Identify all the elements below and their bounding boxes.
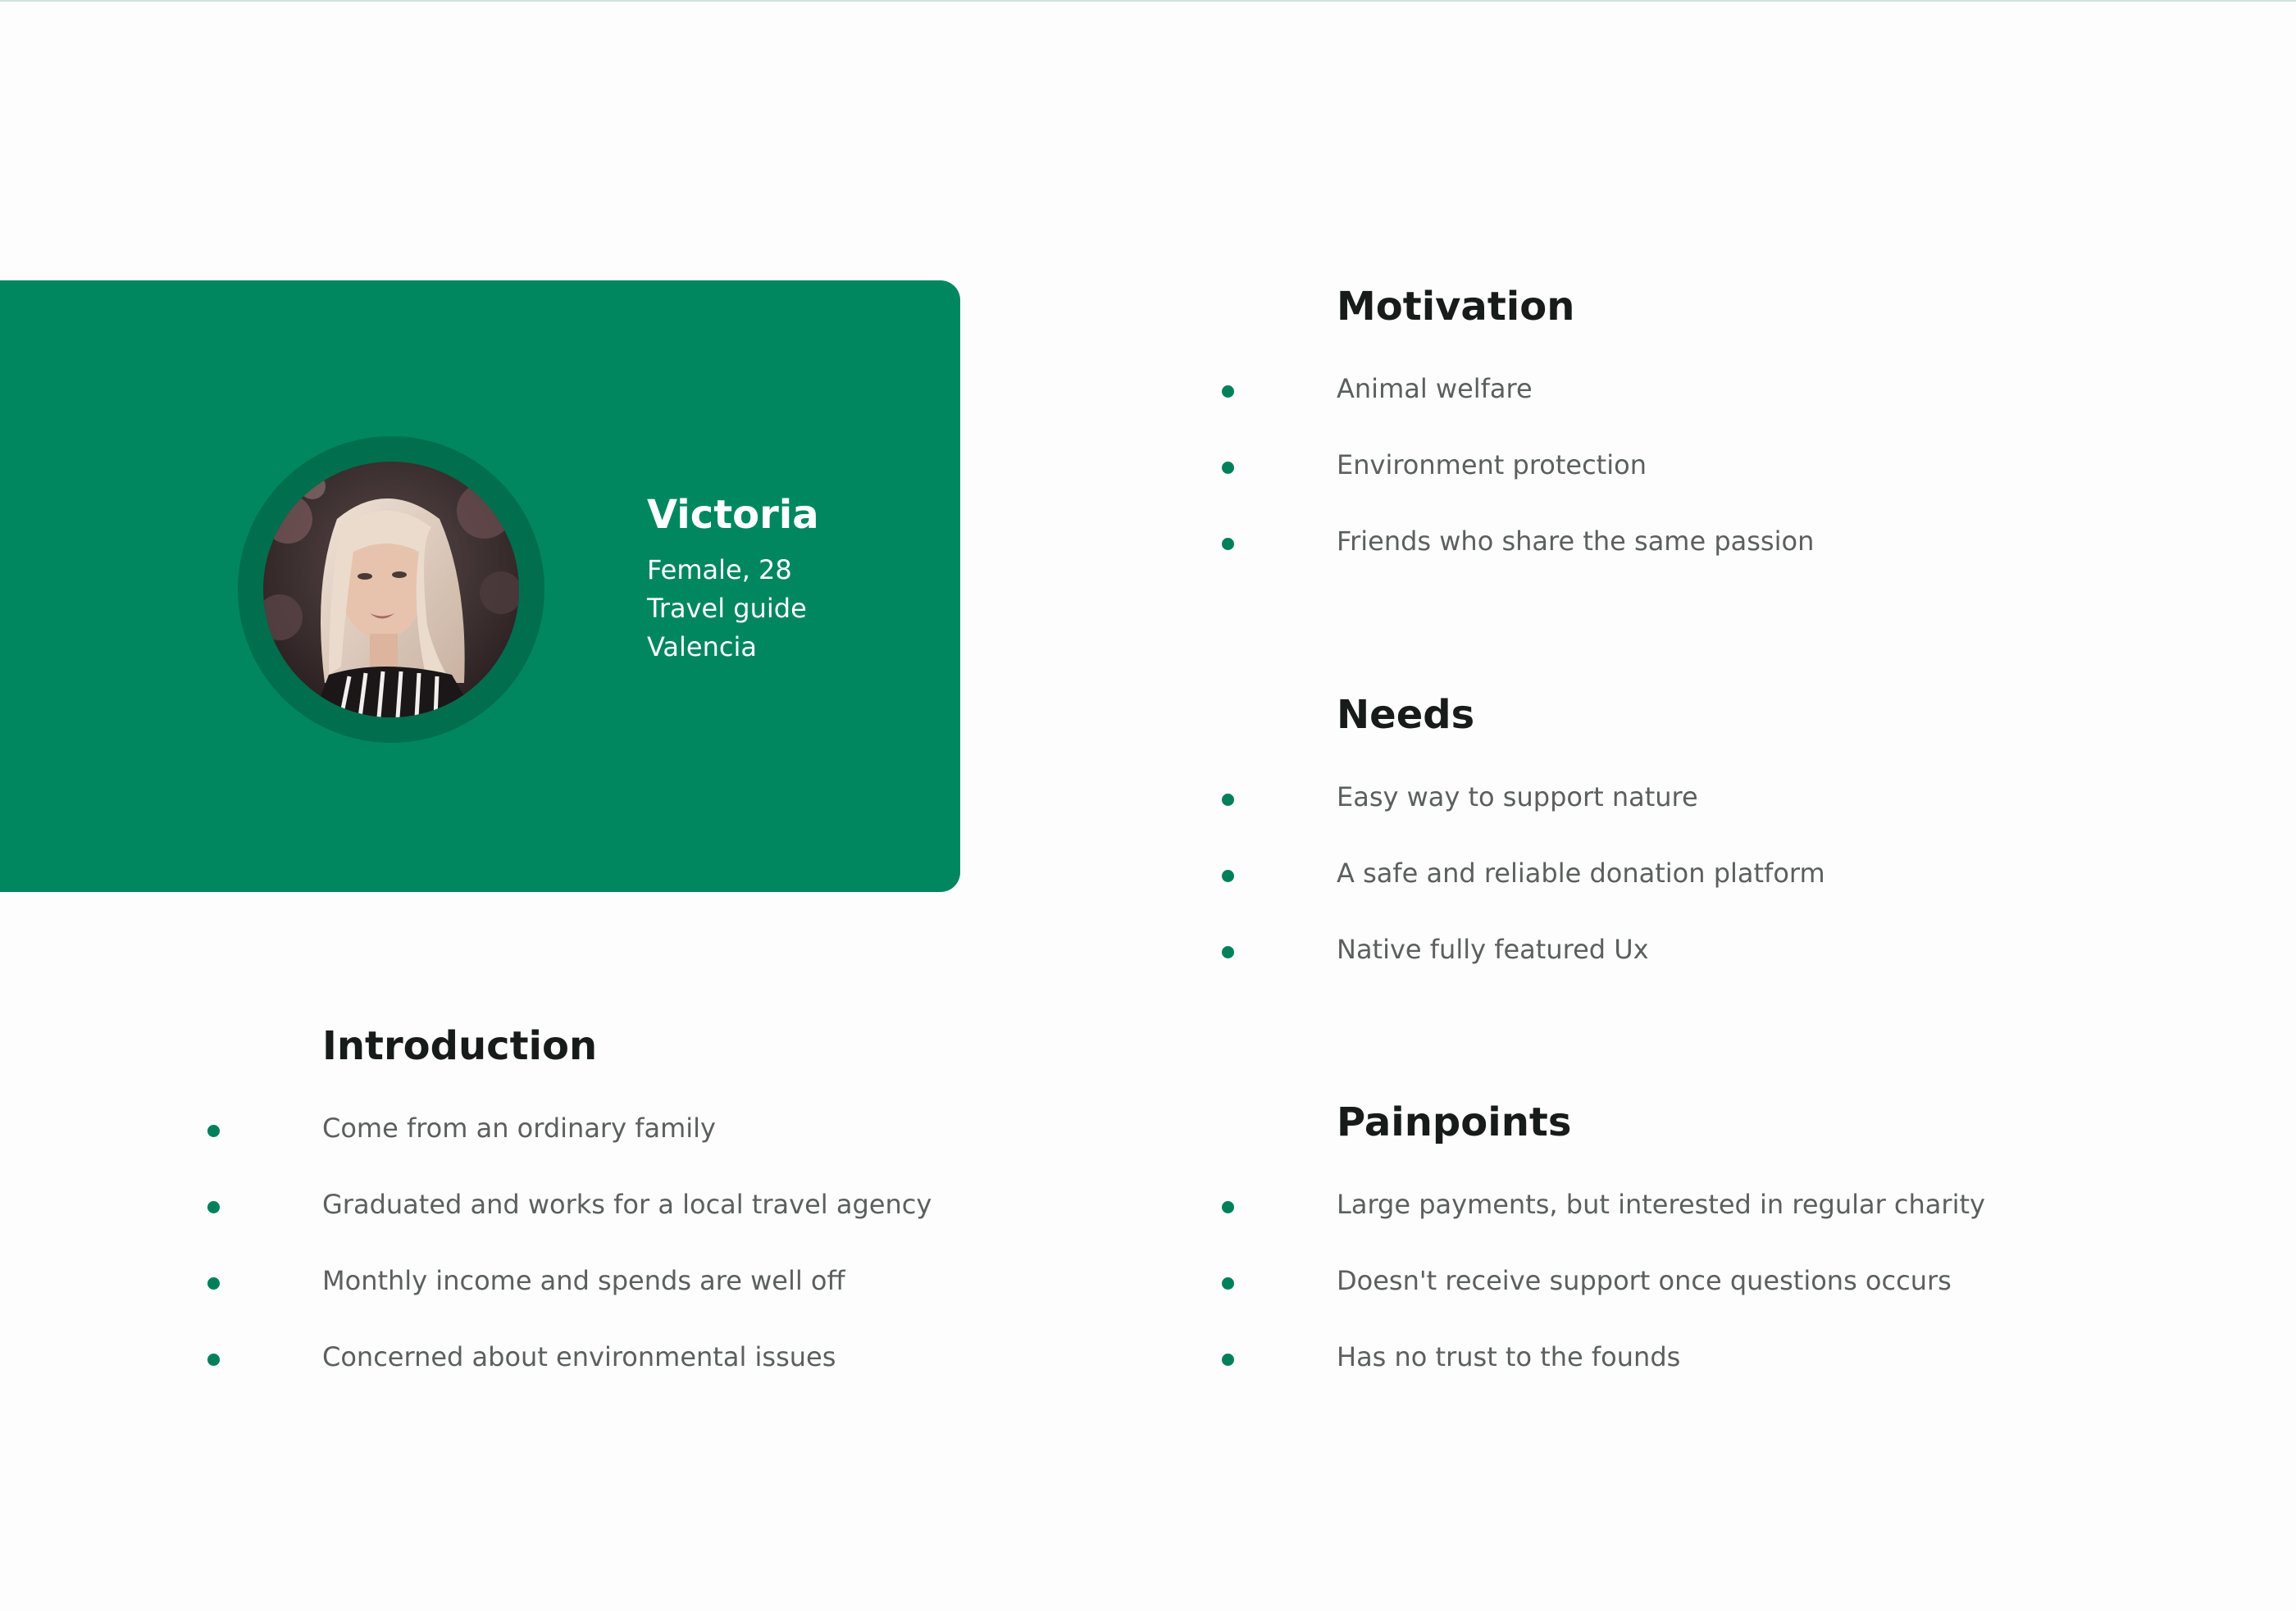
painpoints-title: Painpoints xyxy=(1337,1099,1572,1145)
bullet-icon xyxy=(207,1277,220,1290)
needs-item-text: Easy way to support nature xyxy=(1337,781,1698,812)
bullet-icon xyxy=(1222,462,1234,474)
introduction-item-text: Monthly income and spends are well off xyxy=(322,1265,845,1296)
introduction-item-text: Graduated and works for a local travel agency xyxy=(322,1189,932,1220)
profile-occupation: Travel guide xyxy=(647,593,807,624)
bullet-icon xyxy=(1222,538,1234,550)
bullet-icon xyxy=(207,1125,220,1137)
bullet-icon xyxy=(1222,1354,1234,1366)
needs-item-text: A safe and reliable donation platform xyxy=(1337,858,1825,889)
profile-location: Valencia xyxy=(647,631,757,662)
motivation-item-text: Environment protection xyxy=(1337,449,1647,480)
painpoints-item-text: Doesn't receive support once questions occurs xyxy=(1337,1265,1952,1296)
motivation-item-text: Animal welfare xyxy=(1337,373,1533,404)
motivation-item-text: Friends who share the same passion xyxy=(1337,526,1815,557)
bullet-icon xyxy=(1222,794,1234,806)
top-divider xyxy=(0,0,2296,2)
motivation-title: Motivation xyxy=(1337,284,1575,330)
bullet-icon xyxy=(207,1201,220,1213)
painpoints-item-text: Has no trust to the founds xyxy=(1337,1341,1681,1372)
bullet-icon xyxy=(1222,1277,1234,1290)
introduction-item-text: Come from an ordinary family xyxy=(322,1113,716,1144)
avatar-ring xyxy=(238,436,544,743)
needs-title: Needs xyxy=(1337,692,1475,738)
bullet-icon xyxy=(1222,946,1234,958)
profile-card xyxy=(0,280,960,892)
bullet-icon xyxy=(1222,870,1234,882)
avatar xyxy=(263,462,519,717)
painpoints-item-text: Large payments, but interested in regular charity xyxy=(1337,1189,1985,1220)
bullet-icon xyxy=(1222,1201,1234,1213)
profile-info xyxy=(647,492,819,667)
profile-gender-age: Female, 28 xyxy=(647,554,792,585)
needs-item-text: Native fully featured Ux xyxy=(1337,934,1649,965)
bullet-icon xyxy=(1222,385,1234,398)
profile-name: Victoria xyxy=(647,492,819,538)
bullet-icon xyxy=(207,1354,220,1366)
introduction-title: Introduction xyxy=(322,1023,598,1069)
introduction-item-text: Concerned about environmental issues xyxy=(322,1341,836,1372)
